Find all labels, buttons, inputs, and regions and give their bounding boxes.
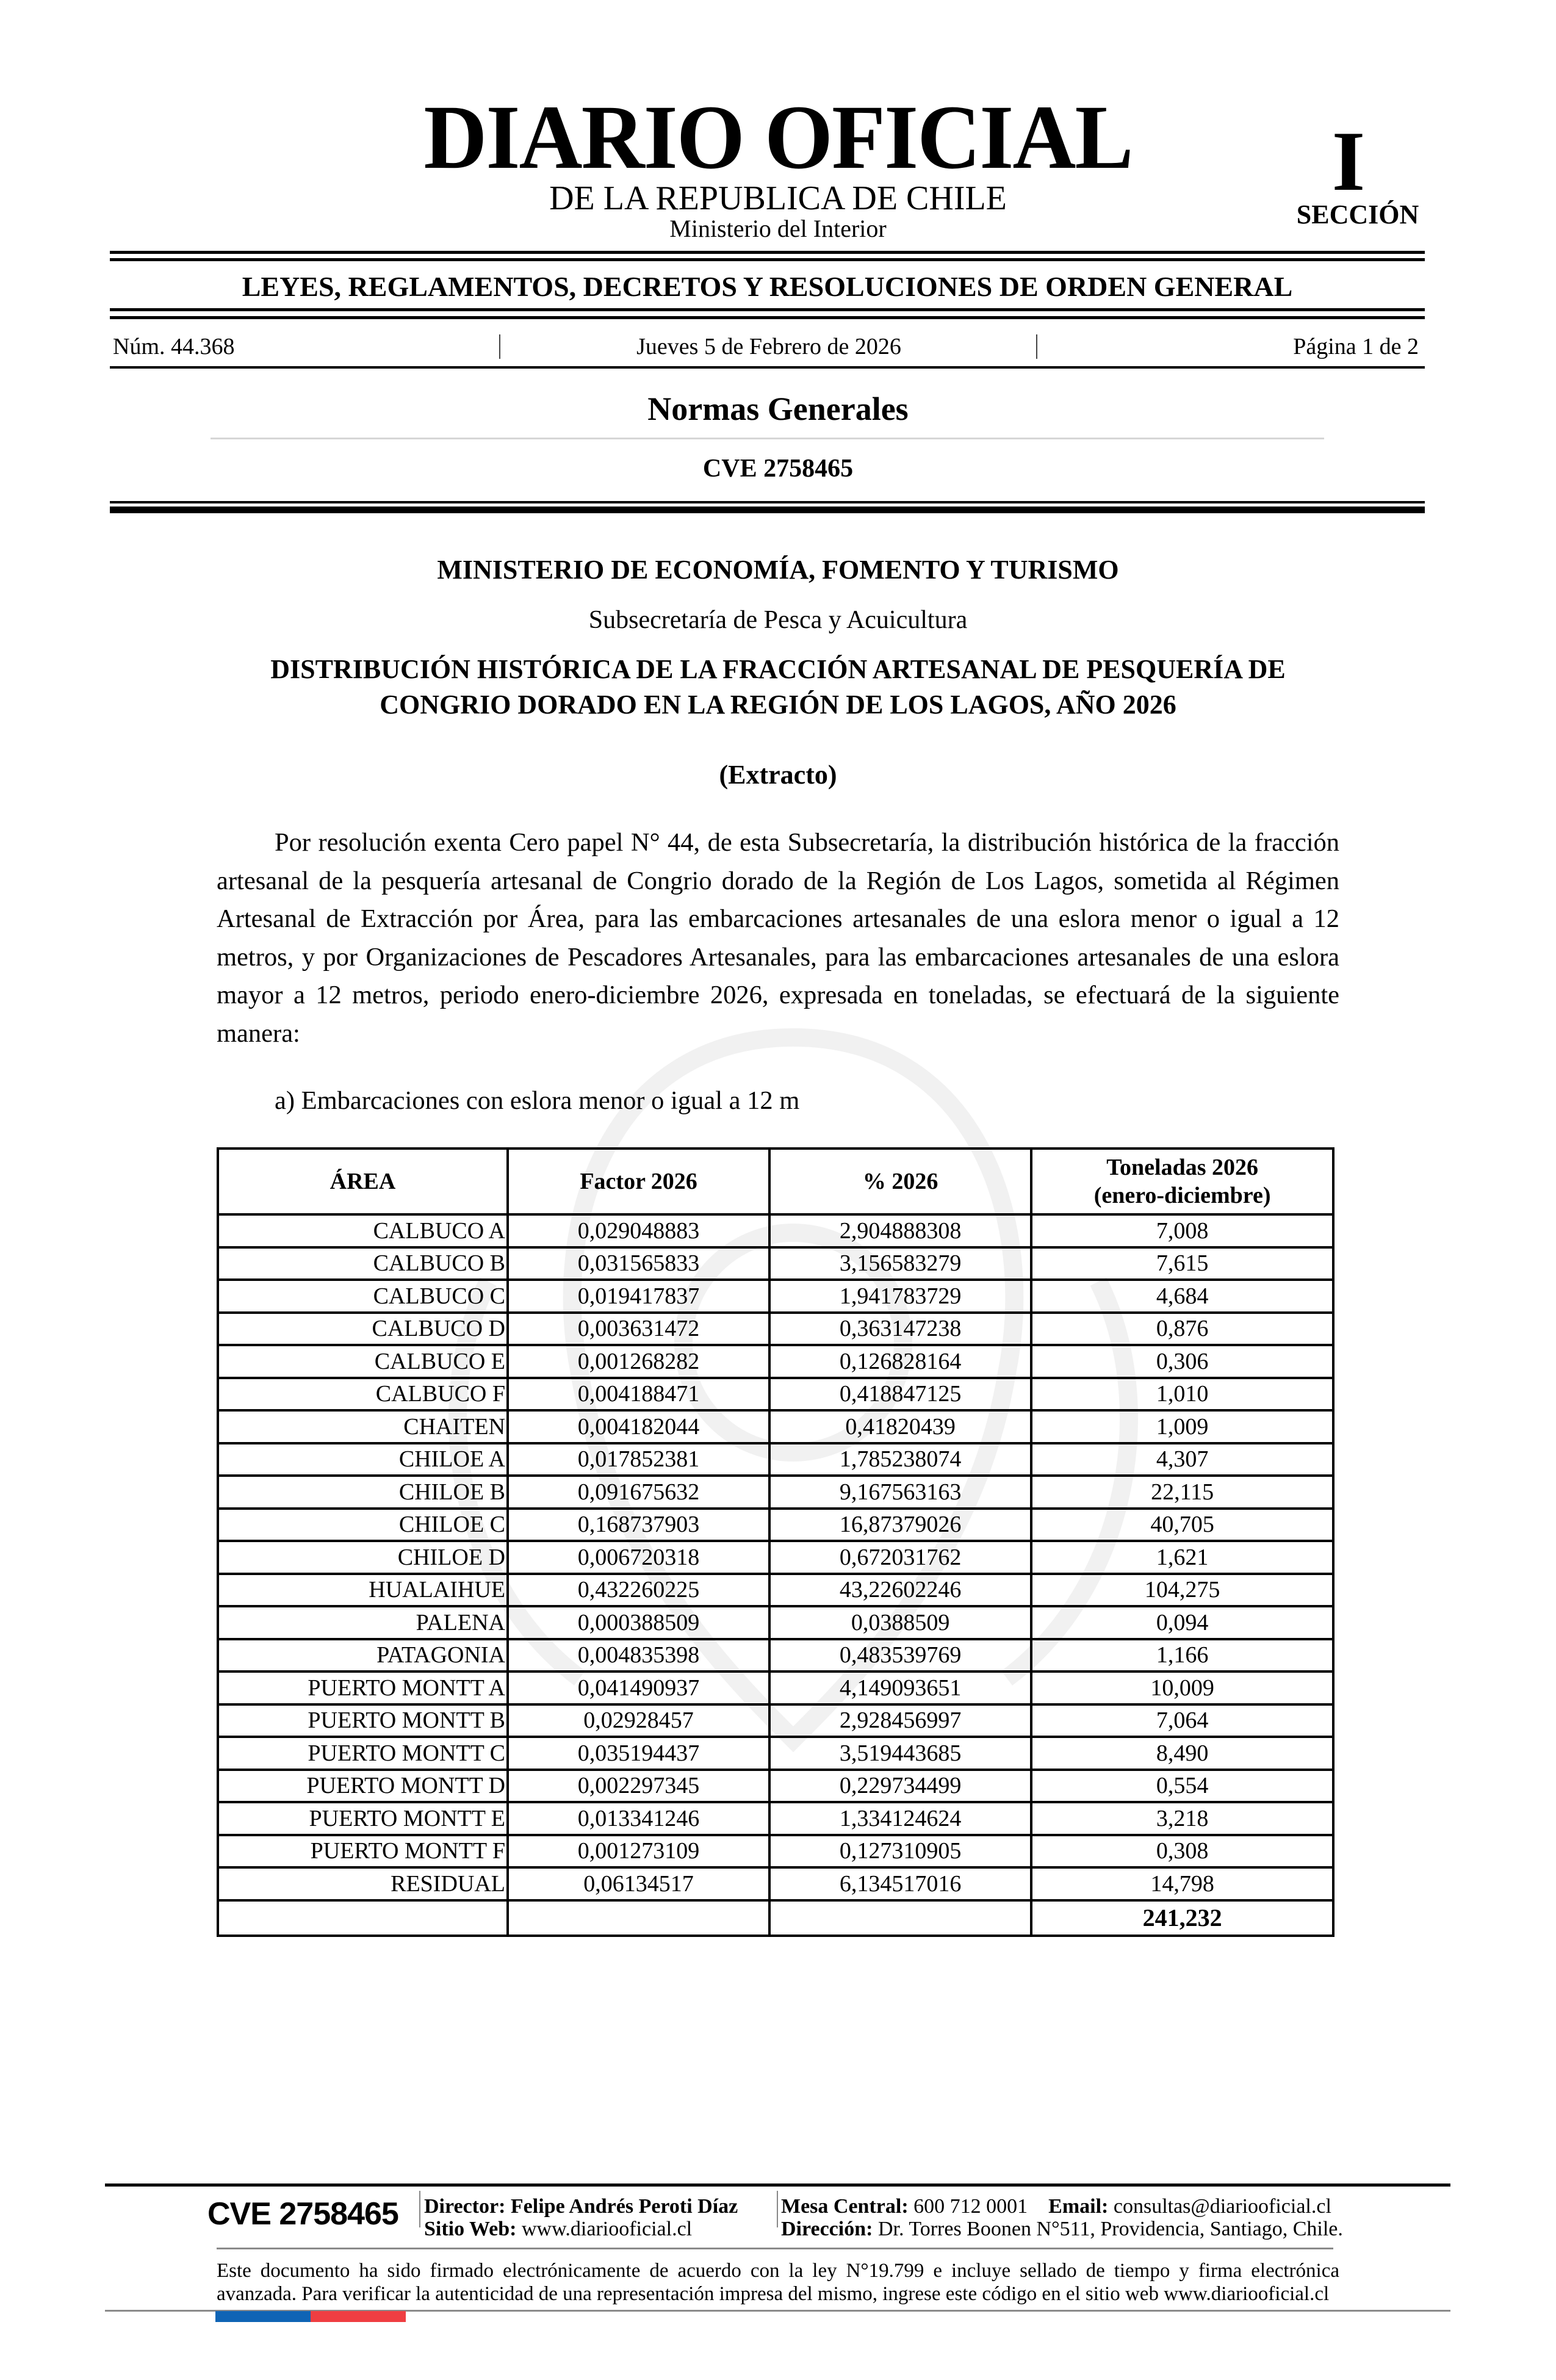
cell-percent: 0,126828164 [769, 1345, 1031, 1378]
table-row [218, 1214, 1333, 1247]
cell-area: PUERTO MONTT C [218, 1737, 508, 1770]
cell-area: PUERTO MONTT D [218, 1770, 508, 1803]
cell-tonnes: 104,275 [1031, 1574, 1333, 1607]
column-header-tonnes-line1: Toneladas 2026 [1106, 1155, 1259, 1180]
section-title: Normas Generales [647, 391, 909, 427]
footer-legal-notice: Este documento ha sido firmado electrónicamente de acuerdo con la ley N°19.799 e incluye sellado de tiempo y firma electrónica avanzada. Para verificar la autenticidad de una representación impresa del mismo, ingrese este código en el sitio web www.diariooficial.cl [217, 2260, 1339, 2305]
cell-percent: 0,672031762 [769, 1541, 1031, 1574]
footer-separator [777, 2191, 778, 2227]
cell-percent: 6,134517016 [769, 1867, 1031, 1900]
cell-tonnes: 22,115 [1031, 1476, 1333, 1509]
distribution-table [217, 1147, 1334, 1937]
table-row [218, 1574, 1333, 1607]
table-header-row [218, 1149, 1333, 1214]
cell-area: CHILOE A [218, 1443, 508, 1476]
table-total-row [218, 1900, 1333, 1936]
cell-factor: 0,017852381 [508, 1443, 769, 1476]
table-row [218, 1835, 1333, 1868]
cell-tonnes: 1,166 [1031, 1639, 1333, 1672]
table-row [218, 1606, 1333, 1639]
cell-area: CALBUCO C [218, 1280, 508, 1313]
cell-tonnes: 0,094 [1031, 1606, 1333, 1639]
header-rule [110, 308, 1425, 311]
cell-area: CALBUCO D [218, 1313, 508, 1346]
footer-director [424, 2194, 738, 2219]
issuing-ministry: MINISTERIO DE ECONOMÍA, FOMENTO Y TURISMO [437, 555, 1119, 585]
meta-separator [499, 334, 500, 359]
cell-tonnes: 1,009 [1031, 1410, 1333, 1443]
section-label: SECCIÓN [1296, 200, 1419, 229]
cell-area: CALBUCO E [218, 1345, 508, 1378]
cell-percent: 9,167563163 [769, 1476, 1031, 1509]
cell-tonnes: 0,876 [1031, 1313, 1333, 1346]
table-row [218, 1280, 1333, 1313]
cell-area: RESIDUAL [218, 1867, 508, 1900]
footer-rule [105, 2183, 1450, 2187]
table-row [218, 1378, 1333, 1411]
cell-factor: 0,06134517 [508, 1867, 769, 1900]
cell-factor: 0,003631472 [508, 1313, 769, 1346]
cve-code: CVE 2758465 [702, 455, 854, 483]
cell-percent: 0,418847125 [769, 1378, 1031, 1411]
issue-number: Núm. 44.368 [113, 334, 235, 359]
cell-area: PUERTO MONTT A [218, 1671, 508, 1704]
cell-percent: 3,156583279 [769, 1247, 1031, 1280]
cell-tonnes: 8,490 [1031, 1737, 1333, 1770]
cell-percent: 0,41820439 [769, 1410, 1031, 1443]
cell-tonnes: 3,218 [1031, 1802, 1333, 1835]
table-row [218, 1313, 1333, 1346]
website-link[interactable]: www.diariooficial.cl [521, 2218, 693, 2240]
cell-tonnes: 40,705 [1031, 1509, 1333, 1542]
cell-area: PATAGONIA [218, 1639, 508, 1672]
cell-percent: 2,904888308 [769, 1214, 1031, 1247]
footer-separator [419, 2191, 420, 2227]
footer-address [781, 2217, 1343, 2241]
cell-factor: 0,002297345 [508, 1770, 769, 1803]
cell-percent: 3,519443685 [769, 1737, 1031, 1770]
cell-tonnes: 10,009 [1031, 1671, 1333, 1704]
flag-bar-blue [215, 2311, 311, 2322]
empty-cell [508, 1900, 769, 1936]
cell-area: PALENA [218, 1606, 508, 1639]
cell-percent: 4,149093651 [769, 1671, 1031, 1704]
cell-percent: 0,483539769 [769, 1639, 1031, 1672]
extracto-label: (Extracto) [719, 760, 837, 790]
cell-area: CALBUCO B [218, 1247, 508, 1280]
masthead-ministry: Ministerio del Interior [669, 215, 887, 242]
table-row [218, 1509, 1333, 1542]
cell-area: HUALAIHUE [218, 1574, 508, 1607]
subsection-heading: a) Embarcaciones con eslora menor o igual a 12 m [275, 1086, 800, 1115]
category-heading: LEYES, REGLAMENTOS, DECRETOS Y RESOLUCIONES DE ORDEN GENERAL [242, 271, 1293, 302]
cell-tonnes: 0,308 [1031, 1835, 1333, 1868]
cell-tonnes: 7,064 [1031, 1704, 1333, 1737]
email-label: Email: [1048, 2195, 1109, 2218]
cell-percent: 0,229734499 [769, 1770, 1031, 1803]
table-row [218, 1639, 1333, 1672]
footer-divider [217, 2248, 1333, 2249]
cell-tonnes: 14,798 [1031, 1867, 1333, 1900]
cell-percent: 0,0388509 [769, 1606, 1031, 1639]
cell-area: CHAITEN [218, 1410, 508, 1443]
cell-percent: 16,87379026 [769, 1509, 1031, 1542]
cell-tonnes: 0,554 [1031, 1770, 1333, 1803]
cell-factor: 0,006720318 [508, 1541, 769, 1574]
table-row [218, 1476, 1333, 1509]
cell-tonnes: 7,008 [1031, 1214, 1333, 1247]
table-row [218, 1671, 1333, 1704]
table-row [218, 1345, 1333, 1378]
phone-number: 600 712 0001 [913, 2195, 1028, 2218]
table-row [218, 1410, 1333, 1443]
header-rule [110, 501, 1425, 503]
cell-factor: 0,001273109 [508, 1835, 769, 1868]
column-header-tonnes [1031, 1149, 1333, 1214]
cell-percent: 0,363147238 [769, 1313, 1031, 1346]
issue-date: Jueves 5 de Febrero de 2026 [636, 334, 901, 359]
section-number: I [1331, 114, 1366, 209]
director-name: Felipe Andrés Peroti Díaz [510, 2195, 738, 2218]
cell-factor: 0,004835398 [508, 1639, 769, 1672]
table-row [218, 1704, 1333, 1737]
cell-area: CHILOE D [218, 1541, 508, 1574]
cell-area: CALBUCO F [218, 1378, 508, 1411]
address-value: Dr. Torres Boonen N°511, Providencia, Santiago, Chile. [877, 2218, 1343, 2240]
cell-factor: 0,168737903 [508, 1509, 769, 1542]
cell-area: CHILOE B [218, 1476, 508, 1509]
cell-tonnes: 1,010 [1031, 1378, 1333, 1411]
cell-area: CALBUCO A [218, 1214, 508, 1247]
cell-tonnes: 0,306 [1031, 1345, 1333, 1378]
column-header-tonnes-line2: (enero-diciembre) [1093, 1183, 1271, 1208]
address-label: Dirección: [781, 2218, 873, 2240]
cell-factor: 0,013341246 [508, 1802, 769, 1835]
footer-contact [781, 2194, 1331, 2219]
cell-tonnes: 1,621 [1031, 1541, 1333, 1574]
cell-factor: 0,001268282 [508, 1345, 769, 1378]
website-label: Sitio Web: [424, 2218, 517, 2240]
table-row [218, 1443, 1333, 1476]
cell-factor: 0,004188471 [508, 1378, 769, 1411]
header-rule [110, 316, 1425, 319]
cell-factor: 0,041490937 [508, 1671, 769, 1704]
table-row [218, 1247, 1333, 1280]
footer-website [424, 2217, 692, 2241]
empty-cell [769, 1900, 1031, 1936]
page-indicator: Página 1 de 2 [1293, 334, 1419, 359]
total-tonnes: 241,232 [1031, 1900, 1333, 1936]
cell-tonnes: 4,307 [1031, 1443, 1333, 1476]
cell-factor: 0,031565833 [508, 1247, 769, 1280]
table-row [218, 1770, 1333, 1803]
cell-factor: 0,035194437 [508, 1737, 769, 1770]
column-header-factor: Factor 2026 [508, 1149, 769, 1214]
cell-factor: 0,029048883 [508, 1214, 769, 1247]
cell-tonnes: 4,684 [1031, 1280, 1333, 1313]
cell-percent: 0,127310905 [769, 1835, 1031, 1868]
cell-area: PUERTO MONTT F [218, 1835, 508, 1868]
document-title: DISTRIBUCIÓN HISTÓRICA DE LA FRACCIÓN ARTESANAL DE PESQUERÍA DE CONGRIO DORADO EN LA REGIÓN DE LOS LAGOS, AÑO 2026 [270, 654, 1286, 719]
column-header-area: ÁREA [218, 1149, 508, 1214]
cell-area: CHILOE C [218, 1509, 508, 1542]
header-thick-rule [110, 507, 1425, 513]
cell-area: PUERTO MONTT E [218, 1802, 508, 1835]
cell-percent: 1,785238074 [769, 1443, 1031, 1476]
cell-factor: 0,02928457 [508, 1704, 769, 1737]
table-row [218, 1867, 1333, 1900]
empty-cell [218, 1900, 508, 1936]
section-divider [211, 438, 1324, 439]
cell-percent: 43,22602246 [769, 1574, 1031, 1607]
meta-separator [1036, 334, 1037, 359]
header-rule [110, 251, 1425, 254]
cell-percent: 1,941783729 [769, 1280, 1031, 1313]
cell-factor: 0,004182044 [508, 1410, 769, 1443]
cell-factor: 0,091675632 [508, 1476, 769, 1509]
table-row [218, 1541, 1333, 1574]
header-rule [110, 258, 1425, 261]
cell-factor: 0,019417837 [508, 1280, 769, 1313]
cell-percent: 1,334124624 [769, 1802, 1031, 1835]
table-row [218, 1737, 1333, 1770]
footer-cve-code: CVE 2758465 [207, 2196, 398, 2232]
email-link[interactable]: consultas@diariooficial.cl [1113, 2195, 1331, 2218]
cell-factor: 0,432260225 [508, 1574, 769, 1607]
director-label: Director: [424, 2195, 506, 2218]
body-paragraph: Por resolución exenta Cero papel N° 44, de esta Subsecretaría, la distribución histórica de la fracción artesanal de la pesquería artesanal de Congrio dorado de la Región de Los Lagos, sometida al Régimen Artesanal de Extracción por Área, para las embarcaciones artesanales de una eslora menor o igual a 12 metros, y por Organizaciones de Pescadores Artesanales, para las embarcaciones artesanales de una eslora mayor a 12 metros, periodo enero-diciembre 2026, expresada en toneladas, se efectuará de la siguiente manera: [217, 828, 1339, 1048]
cell-tonnes: 7,615 [1031, 1247, 1333, 1280]
cell-area: PUERTO MONTT B [218, 1704, 508, 1737]
masthead-subtitle: DE LA REPUBLICA DE CHILE [549, 179, 1007, 217]
issuing-subsecretaria: Subsecretaría de Pesca y Acuicultura [588, 606, 968, 634]
table-row [218, 1802, 1333, 1835]
phone-label: Mesa Central: [781, 2195, 909, 2218]
flag-bar-red [311, 2311, 406, 2322]
cell-factor: 0,000388509 [508, 1606, 769, 1639]
cell-percent: 2,928456997 [769, 1704, 1031, 1737]
masthead-title: DIARIO OFICIAL [423, 87, 1133, 188]
header-rule [110, 366, 1425, 369]
column-header-percent: % 2026 [769, 1149, 1031, 1214]
